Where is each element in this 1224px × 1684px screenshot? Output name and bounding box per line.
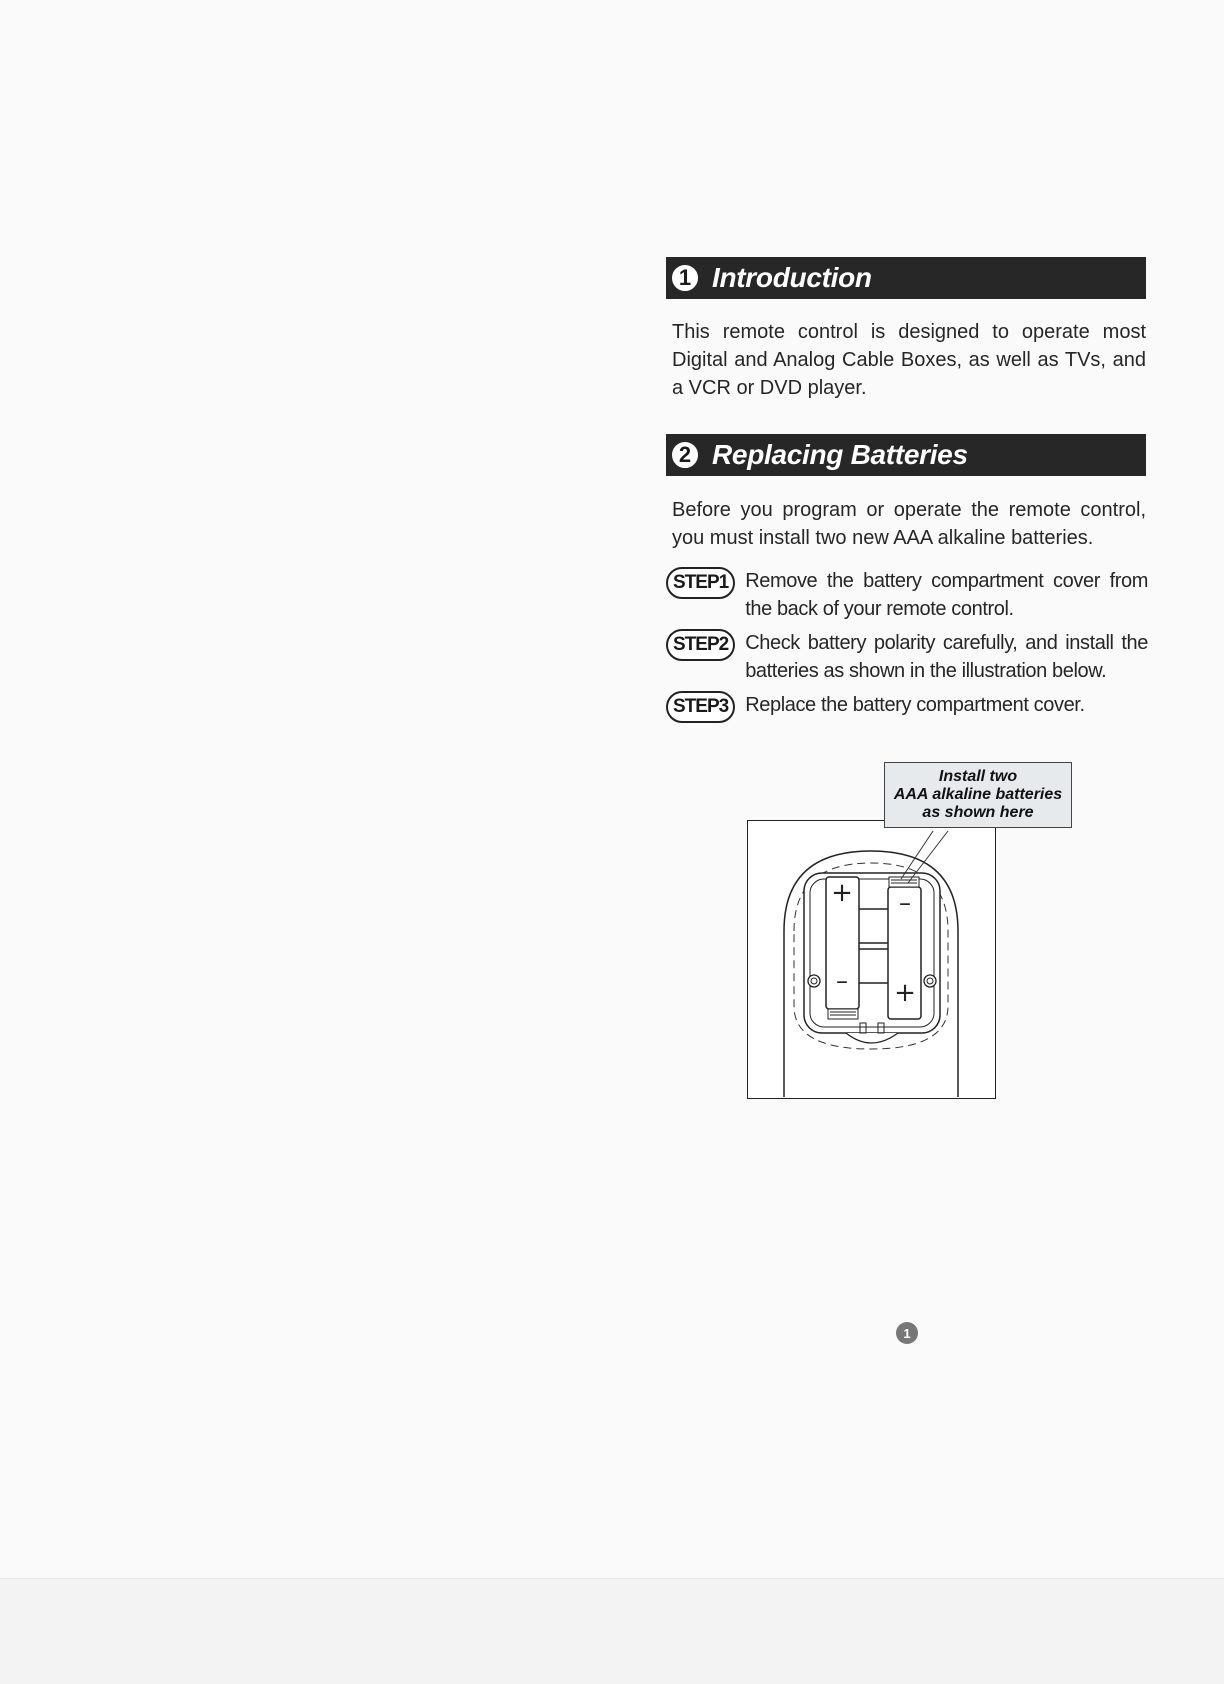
step-badge: STEP3 [666,691,735,723]
callout-line: as shown here [922,804,1034,821]
section-title: Replacing Batteries [712,439,968,470]
intro-paragraph: This remote control is designed to operate most Digital and Analog Cable Boxes, as well as TVs, and a VCR or DVD player. [672,321,1146,399]
polarity-plus-left: + [831,878,853,908]
step-badge: STEP2 [666,629,735,661]
step-1 [666,567,1148,623]
section-number-badge: 1 [668,261,702,295]
batteries-paragraph: Before you program or operate the remote control, you must install two new AAA alkaline batteries. [672,499,1146,549]
step-badge: STEP1 [666,567,735,599]
step-2 [666,629,1148,685]
page-number: 1 [896,1322,918,1344]
section-number-badge: 2 [668,438,702,472]
remote-back-drawing [748,821,994,1097]
section-header-introduction [666,257,1146,299]
page-bottom-edge [0,1578,1224,1684]
polarity-plus-right: + [894,978,916,1008]
section-title: Introduction [712,262,872,293]
callout-line: AAA alkaline batteries [893,786,1063,803]
callout-box [884,762,1072,828]
step-text: Replace the battery compartment cover. [745,694,1085,716]
battery-illustration [747,820,996,1099]
polarity-minus-left: – [836,967,848,995]
step-text: Check battery polarity carefully, and install the batteries as shown in the illustration below. [745,632,1148,682]
section-header-replacing-batteries [666,434,1146,476]
step-text: Remove the battery compartment cover from the back of your remote control. [745,570,1148,620]
step-3 [666,691,1148,723]
callout-line: Install two [938,768,1018,785]
polarity-minus-right: – [899,889,911,917]
